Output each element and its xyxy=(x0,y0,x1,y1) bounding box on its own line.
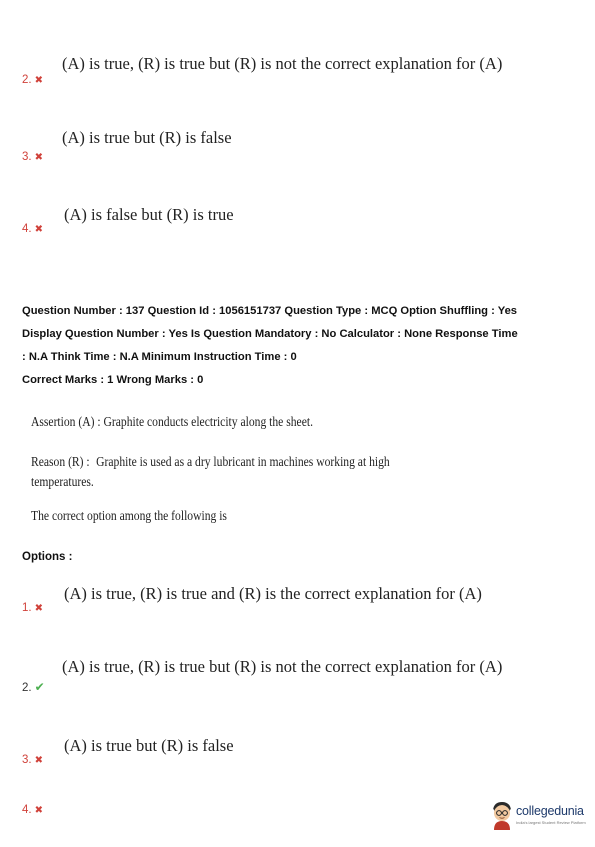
question-prompt: The correct option among the following is xyxy=(31,508,227,523)
option-number: 1. ✖ xyxy=(22,602,43,614)
option-number: 4. ✖ xyxy=(22,804,43,816)
cross-icon: ✖ xyxy=(34,603,43,614)
cross-icon: ✖ xyxy=(34,152,43,163)
option-text: (A) is true, (R) is true but (R) is not the correct explanation for (A) xyxy=(62,54,503,73)
option-row xyxy=(0,128,595,188)
option-row xyxy=(0,205,595,265)
question-metadata xyxy=(22,300,578,392)
options-heading: Options : xyxy=(22,551,73,563)
option-number: 3. ✖ xyxy=(22,151,43,163)
cross-icon: ✖ xyxy=(34,224,43,235)
option-number: 3. ✖ xyxy=(22,754,43,766)
brand-name: collegedunia xyxy=(516,804,584,818)
reason-text: Graphite is used as a dry lubricant in machines working at high temperatures. xyxy=(31,454,390,489)
check-icon: ✔ xyxy=(34,680,45,694)
option-number: 2. ✖ xyxy=(22,74,43,86)
student-mascot-icon xyxy=(490,800,514,830)
collegedunia-logo xyxy=(490,798,590,838)
option-text: (A) is true, (R) is true but (R) is not the correct explanation for (A) xyxy=(62,657,503,676)
cross-icon: ✖ xyxy=(34,755,43,766)
cross-icon: ✖ xyxy=(34,805,43,816)
meta-line: : N.A Think Time : N.A Minimum Instruction Time : 0 xyxy=(22,351,297,363)
reason-block xyxy=(31,452,453,492)
assertion-text: Assertion (A) : Graphite conducts electricity along the sheet. xyxy=(31,414,313,429)
option-text: (A) is false but (R) is true xyxy=(64,205,234,224)
reason-label: Reason (R) : xyxy=(31,454,90,469)
brand-tagline: India's largest Student Review Platform xyxy=(516,820,586,825)
cross-icon: ✖ xyxy=(34,75,43,86)
meta-line: Display Question Number : Yes Is Question Mandatory : No Calculator : None Response Time xyxy=(22,328,518,340)
option-number: 2. ✔ xyxy=(22,680,45,694)
meta-line: Correct Marks : 1 Wrong Marks : 0 xyxy=(22,374,204,386)
option-text: (A) is true but (R) is false xyxy=(62,128,232,147)
option-row xyxy=(0,54,595,114)
option-row xyxy=(0,584,595,644)
meta-line: Question Number : 137 Question Id : 1056151737 Question Type : MCQ Option Shuffling : Yes xyxy=(22,305,518,317)
option-text: (A) is true, (R) is true and (R) is the correct explanation for (A) xyxy=(64,584,482,603)
option-text: (A) is true but (R) is false xyxy=(64,736,234,755)
option-row xyxy=(0,657,595,717)
option-number: 4. ✖ xyxy=(22,223,43,235)
